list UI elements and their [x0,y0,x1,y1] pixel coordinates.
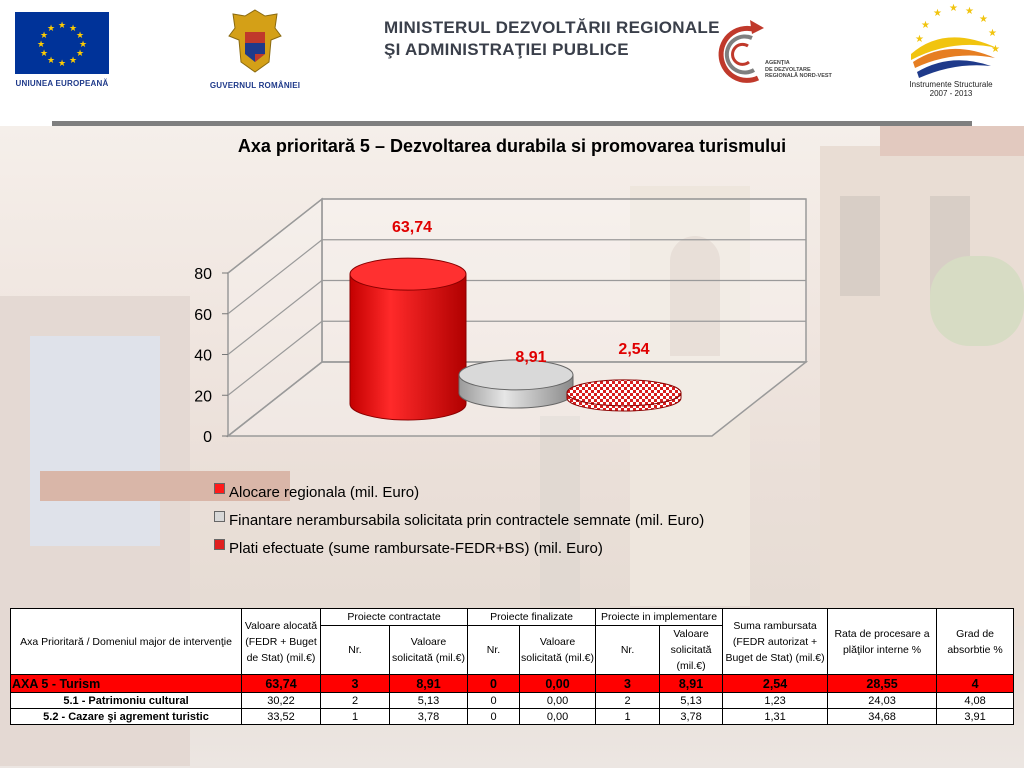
row-name: 5.2 - Cazare şi agrement turistic [11,709,242,725]
cell-implementare-valoare: 8,91 [660,675,723,693]
table-row [11,709,1014,725]
cell-rata: 28,55 [828,675,937,693]
svg-text:★: ★ [933,8,942,19]
row-name: 5.1 - Patrimoniu cultural [11,693,242,709]
svg-text:★: ★ [75,48,85,58]
svg-text:★: ★ [36,39,46,49]
y-tick-label: 60 [194,306,212,324]
header-implementare-nr: Nr. [596,626,660,675]
cell-implementare-valoare: 5,13 [660,693,723,709]
chart-legend [214,478,704,562]
government-caption: GUVERNUL ROMÂNIEI [209,81,301,90]
bar-alocare-body [350,274,466,420]
cell-alocata: 63,74 [242,675,321,693]
cell-finalizate-valoare: 0,00 [520,675,596,693]
instrumente-line2: 2007 - 2013 [929,89,973,98]
data-label: 63,74 [391,219,433,236]
svg-text:★: ★ [75,30,85,40]
bar-plati [567,380,681,411]
cell-contractate-nr: 2 [321,693,390,709]
svg-text:★: ★ [78,39,88,49]
cell-contractate-nr: 3 [321,675,390,693]
data-label: 2,54 [618,341,650,358]
y-tick-label: 40 [194,347,212,365]
cell-contractate-nr: 1 [321,709,390,725]
government-logo [200,6,310,90]
header-contractate-nr: Nr. [321,626,390,675]
data-label: 8,91 [515,349,547,366]
instrumente-line1: Instrumente Structurale [909,80,993,89]
legend-swatch-finantare [214,511,225,522]
cell-rata: 34,68 [828,709,937,725]
cell-alocata: 30,22 [242,693,321,709]
cell-finalizate-nr: 0 [468,693,520,709]
cell-suma-rambursata: 1,23 [723,693,828,709]
chart-title: Axa prioritară 5 – Dezvoltarea durabila si promovarea turismului [237,136,787,156]
svg-text:★: ★ [57,20,67,30]
instrumente-structurale-icon [905,2,1003,80]
header-suma-rambursata: Suma rambursata (FEDR autorizat + Buget de Stat) (mil.€) [723,609,828,675]
header-proiecte-finalizate: Proiecte finalizate [468,609,596,626]
table-row [11,675,1014,693]
legend-item-plati [214,534,704,562]
cell-grad: 3,91 [937,709,1014,725]
agency-text [765,60,832,80]
svg-text:★: ★ [68,55,78,65]
legend-label-plati: Plati efectuate (sume rambursate-FEDR+BS) (mil. Euro) [229,539,603,557]
bar-finantare [459,360,573,408]
svg-text:★: ★ [57,58,67,68]
header-proiecte-implementare: Proiecte in implementare [596,609,723,626]
cell-implementare-nr: 1 [596,709,660,725]
cell-alocata: 33,52 [242,709,321,725]
cell-contractate-valoare: 3,78 [390,709,468,725]
bar-alocare [350,258,466,420]
svg-text:★: ★ [68,23,78,33]
instrumente-caption [895,80,1007,98]
svg-text:★: ★ [949,3,958,14]
y-tick-label: 0 [203,429,212,446]
cell-contractate-valoare: 8,91 [390,675,468,693]
cell-finalizate-valoare: 0,00 [520,693,596,709]
cell-implementare-nr: 2 [596,693,660,709]
header-rata-procesare: Rata de procesare a plăţilor interne % [828,609,937,675]
coat-of-arms-icon [225,6,285,76]
adr-logo-icon [706,16,768,96]
ministry-name-line2: ŞI ADMINISTRAŢIEI PUBLICE [384,40,629,59]
cell-contractate-valoare: 5,13 [390,693,468,709]
header-finalizate-valoare: Valoare solicitată (mil.€) [520,626,596,675]
header-proiecte-contractate: Proiecte contractate [321,609,468,626]
cell-rata: 24,03 [828,693,937,709]
cell-implementare-valoare: 3,78 [660,709,723,725]
row-name: AXA 5 - Turism [11,675,242,693]
ministry-name-line1: MINISTERUL DEZVOLTĂRII REGIONALE [384,18,720,37]
legend-swatch-alocare [214,483,225,494]
header-bar [0,0,1024,118]
svg-text:★: ★ [46,23,56,33]
y-tick-label: 20 [194,388,212,406]
cell-finalizate-nr: 0 [468,675,520,693]
legend-item-finantare [214,506,704,534]
header-contractate-valoare: Valoare solicitată (mil.€) [390,626,468,675]
agency-line1: AGENŢIA [765,60,790,66]
agency-line2: DE DEZVOLTARE [765,66,811,73]
svg-text:★: ★ [39,30,49,40]
cell-finalizate-valoare: 0,00 [520,709,596,725]
cell-grad: 4 [937,675,1014,693]
svg-text:★: ★ [991,44,1000,55]
cell-suma-rambursata: 1,31 [723,709,828,725]
table-row [11,693,1014,709]
header-valoare-alocata: Valoare alocată (FEDR + Buget de Stat) (mil.€) [242,609,321,675]
cell-suma-rambursata: 2,54 [723,675,828,693]
cell-finalizate-nr: 0 [468,709,520,725]
header-implementare-valoare: Valoare solicitată (mil.€) [660,626,723,675]
svg-text:★: ★ [915,34,924,45]
header-axa: Axa Prioritară / Domeniul major de intervenţie [11,609,242,675]
legend-swatch-plati [214,539,225,550]
absorption-table [10,608,1014,725]
header-grad-absorbtie: Grad de absorbtie % [937,609,1014,675]
header-finalizate-nr: Nr. [468,626,520,675]
y-tick-label: 80 [194,266,212,283]
bar-plati-top [567,380,681,406]
eu-logo [14,12,110,88]
svg-text:★: ★ [39,48,49,58]
chart-area [0,126,1024,476]
legend-label-alocare: Alocare regionala (mil. Euro) [229,483,420,501]
legend-item-alocare [214,478,704,506]
eu-caption: UNIUNEA EUROPEANĂ [15,79,109,88]
legend-label-finantare: Finantare nerambursabila solicitata prin contractele semnate (mil. Euro) [229,511,705,529]
svg-text:★: ★ [921,20,930,31]
bar-alocare-top [350,258,466,290]
svg-text:★: ★ [46,55,56,65]
svg-text:★: ★ [965,6,974,17]
cell-grad: 4,08 [937,693,1014,709]
eu-flag-icon [15,12,109,74]
svg-text:★: ★ [979,14,988,25]
cell-implementare-nr: 3 [596,675,660,693]
agency-line3: REGIONALĂ NORD-VEST [765,73,832,79]
svg-text:★: ★ [988,28,997,39]
